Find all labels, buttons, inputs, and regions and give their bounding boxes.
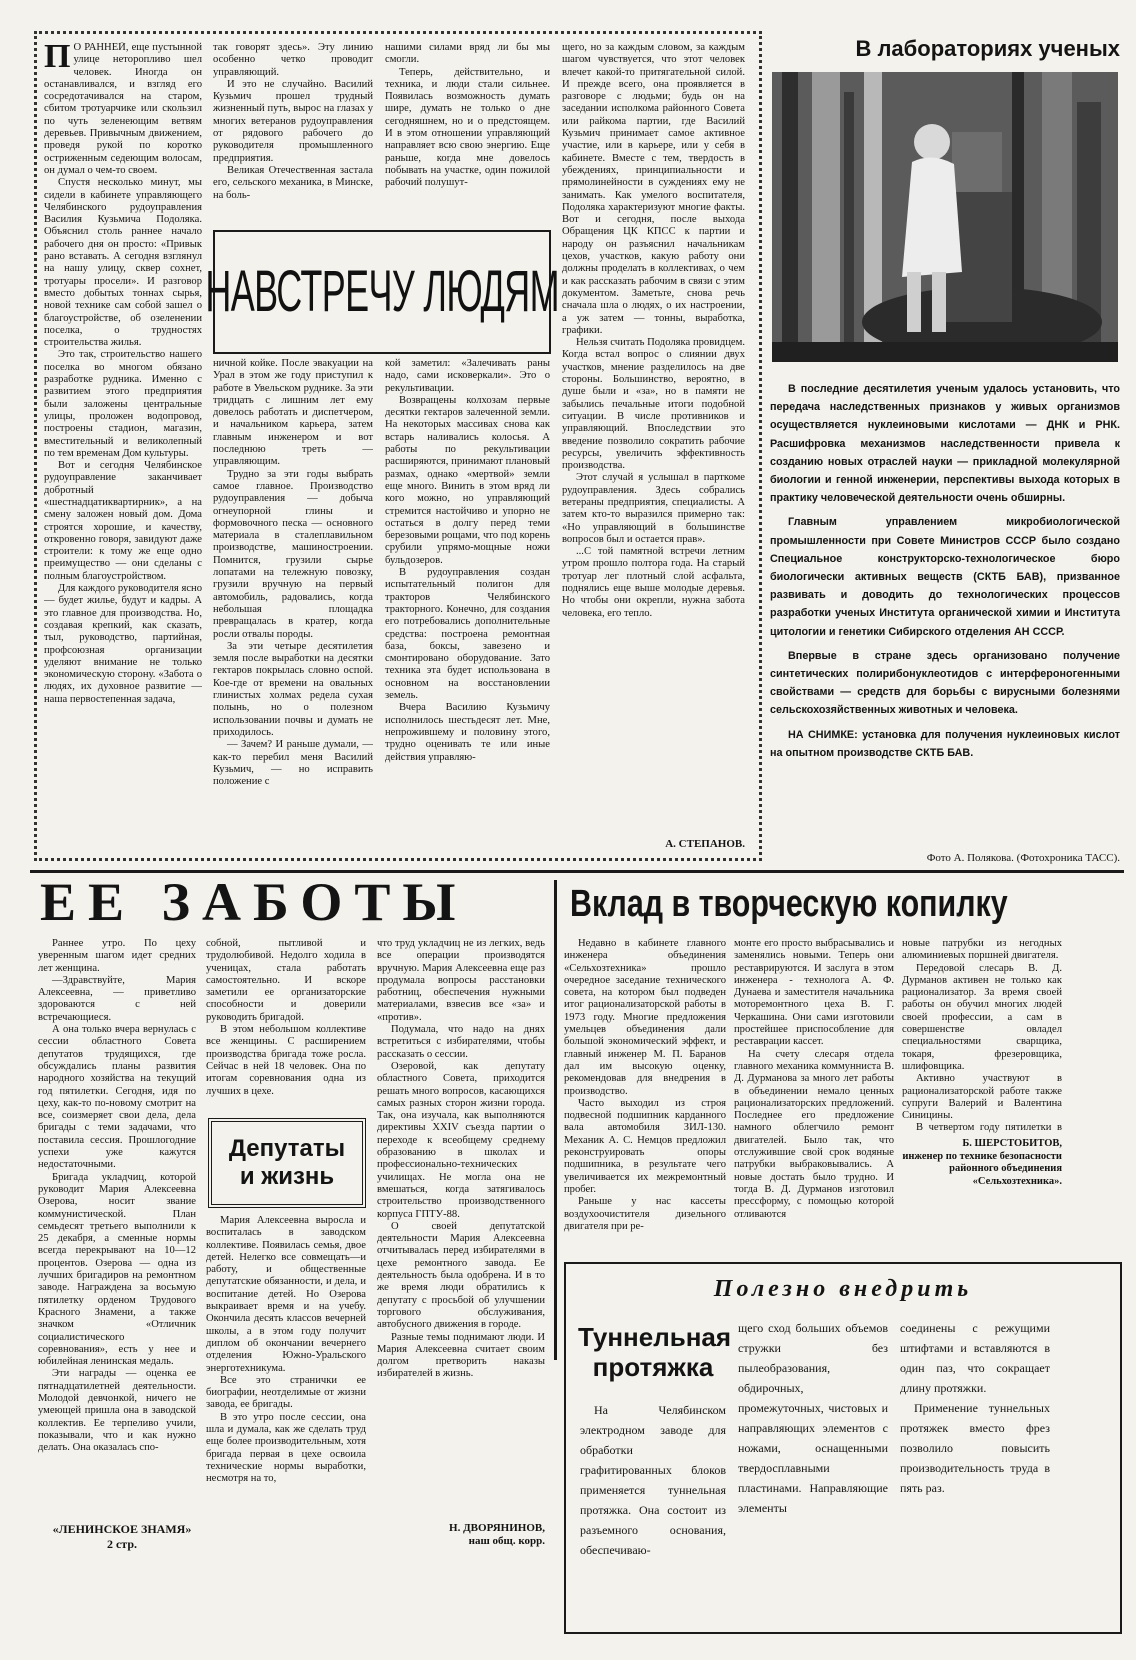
paragraph: Это так, строительство нашего поселка во многом обязано разработке рудника. Именно с развитием этого предприятия были заложены центральные улицы, проложен водопровод, построены стадион, магазин, вместительный и великолепный по тем временам Дом культуры.: [44, 349, 202, 459]
lab-photo: [772, 72, 1118, 362]
right-article-headline: Вклад в творческую копилку: [570, 883, 1008, 925]
top-article-signature: А. СТЕПАНОВ.: [665, 838, 745, 850]
paragraph: Применение туннельных протяжек вместо фрез позволило повысить производительность труда в пять раз.: [900, 1401, 1050, 1495]
paragraph: так говорят здесь». Эту линию особенно четко проводит управляющий.: [213, 42, 373, 78]
paragraph: Озеровой, как депутату областного Совета, приходится решать много вопросов, касающихся самых разных сторон жизни города. Так, она изучала, как выполняются директивы XXIV съезда партии о переходе к всеобщему среднему образованию в школах и профессионально-технических училищах. Не могла она не вмешаться, когда затягивалось строительство производственного корпуса ГПТУ-88.: [377, 1060, 545, 1220]
paragraph: —Здравствуйте, Мария Алексеевна, — приветливо здороваются с ней встречающиеся.: [38, 974, 196, 1023]
paragraph: Возвращены колхозам первые десятки гектаров залеченной земли. На некоторых массивах снова как встарь наливались колосья. А работы по рекультивации расширяются, принимают плановый размах, однако «мертвой» земли еще много. Винить в этом вряд ли кого можно, но управляющий стремится настойчиво и упорно не остаться в долгу перед теми березовыми рощами, что под корень срубили упрямо-мощные ножи бульдозеров.: [385, 394, 550, 566]
paragraph: ...С той памятной встречи летним утром прошло полтора года. На старый тротуар лег плотный слой асфальта, поднялись еще выше молодые деревья. Но чтобы они окрепли, нужна забота человека, его тепло.: [562, 546, 745, 619]
paragraph: В этом небольшом коллективе все женщины. С расширением производства бригада тоже росла. Сейчас в ней 18 человек. Она по итогам соревнования одна из лучших в цехе.: [206, 1024, 366, 1097]
paragraph: ничной койке. После эвакуации на Урал в этом же году приступил к работе в Увельском руднике. За эти тридцать с лишним лет ему довелось работать и диспетчером, и начальником карьера, затем главным инженером и вот последнюю треть — управляющим.: [213, 358, 373, 468]
paragraph: щего сход больших объемов стружки без пылеобразования, обдирочных, промежуточных, чистовых и направляющих элементов с ножами, оснащенными твердосплавными пластинами. Направляющие элементы: [738, 1321, 888, 1515]
paragraph: В рудоуправления создан испытательный полигон для тракторов Челябинского тракторного. Конечно, для создания его потребовались дополнительные средства: построена ремонтная база, боксы, завезено и смонтировано оборудование. Зато техника эта будет использована в основном на восстановлении земель.: [385, 567, 550, 702]
column-divider: [554, 880, 557, 1360]
paragraph: Спустя несколько минут, мы сидели в кабинете управляющего Челябинского рудоуправления Василия Кузьмича Подоляка. Объяснил столь раннее начало рабочего дня он просто: «Привык рано вставать. А сегодня взглянул на нашу улицу, сквер сохнет, тротуары просели». И разговор вместо добытых тоннах сырья, новой технике сам собой зашел о благоустройстве, об озеленении поселка, о трудностях строительства жилья.: [44, 177, 202, 349]
photo-credit: Фото А. Полякова. (Фотохроника ТАСС).: [926, 852, 1120, 864]
paragraph: Раньше у нас кассеты воздухоочистителя дизельного двигателя при ре-: [564, 1196, 726, 1232]
paragraph: О своей депутатской деятельности Мария Алексеевна отчитывалась перед избирателями в цехе ремонтного завода. Ее деятельность была одобрена. И в то же время люди обратились к депутату с просьбой об улучшении торгового обслуживания, автобусного движения в городе.: [377, 1220, 545, 1331]
paragraph: новые патрубки из негодных алюминиевых поршней двигателя.: [902, 938, 1062, 962]
paragraph: Раннее утро. По цеху уверенным шагом идет средних лет женщина.: [38, 938, 196, 974]
paragraph: Нельзя считать Подоляка провидцем. Когда встал вопрос о слиянии двух участков, мнение разделилось на две стороны. Большинство, вероятно, в душе были и «за», но в памяти не забылись печальные итоги подобной ситуации. В числе противников и управляющий. Впоследствии это введение позволило сократить рабочие ресурсы, увеличить эффективность производства.: [562, 337, 745, 472]
inset-heading-text: Депутаты и жизнь: [228, 1135, 346, 1190]
lab-heading: В лабораториях ученых: [855, 36, 1120, 61]
left-article-column-2a: [206, 938, 366, 1106]
paragraph: соединены с режущими штифтами и вставляются в один паз, что сокращает длину протяжки.: [900, 1321, 1050, 1395]
lab-caption: [770, 380, 1120, 768]
polezno-column-1: [580, 1400, 726, 1620]
polezno-rubric: Полезно внедрить: [713, 1276, 973, 1302]
paragraph: Мария Алексеевна выросла и воспиталась в заводском коллективе. Появилась семья, двое детей. Нелегко все совмещать—и работу, и общественные депутатские обязанности, и дела, и воспитание детей. Но Озерова выкраивает время и на учебу. Окончила десять классов вечерней школы, а в этом году получит диплом об окончании вечернего отделения Южно-Уральского энерготехникума.: [206, 1215, 366, 1374]
right-article-column-1: [564, 938, 726, 1238]
drop-cap: П: [44, 42, 71, 75]
left-article-headline: ЕЕ ЗАБОТЫ: [40, 872, 468, 932]
paragraph: Разные темы поднимают люди. И Мария Алексеевна считает своим долгом претворить наказы избирателей в жизнь.: [377, 1331, 545, 1380]
paragraph: В четвертом году пятилетки в: [916, 1122, 1062, 1133]
paragraph: В последние десятилетия ученым удалось установить, что передача наследственных признаков у живых организмов осуществляется нуклеиновыми кислотами — ДНК и РНК. Расшифровка механизмов наследственности привела к созданию новых отраслей науки — прикладной молекулярной биологии и генной инженерии, перспективы выхода которых в практику человеческой деятельности очень обширны.: [770, 383, 1120, 505]
paragraph: — Зачем? И раньше думали, — как-то перебил меня Василий Кузьмич, — но исправить положение с: [213, 739, 373, 788]
paragraph: А она только вчера вернулась с сессии областного Совета депутатов трудящихся, где обсуждались планы развития народного хозяйства на текущий год пятилетки. Сегодня, идя по цеху, как-то по-новому смотрит на все, соизмеряет свои дела, дела бригады с теми задачами, что поставила сессия. Прошлогодние успехи уже кажутся недостаточными.: [38, 1024, 196, 1171]
right-article-column-2: [734, 938, 894, 1238]
top-article-column-3b: [385, 358, 550, 848]
paragraph: Бригада укладчиц, которой руководит Мария Алексеевна Озерова, носит звание коммунистической. План семьдесят третьего выполнили к 25 декабря, а сменные нормы всегда перекрывают на 10—12 процентов. Озерова — одна из лучших бригадиров на ремонтном заводе. Награждена за восьмую пятилетку орденом Трудового Красного Знамени, а также значком «Отличник социалистического соревнования», есть у нее и юбилейная ленинская медаль.: [38, 1171, 196, 1368]
top-article-column-4: [562, 42, 745, 832]
left-article-column-1: [38, 938, 196, 1518]
paragraph: Все это странички ее биографии, неотделимые от жизни завода, ее бригады.: [206, 1374, 366, 1411]
paragraph: что труд укладчиц не из легких, ведь все операции производятся вручную. Мария Алексеевна еще раз продумала вопросы расстановки работниц, обеспечения нужными материалами, взвесив все «за» и «против».: [377, 938, 545, 1023]
top-article-column-3a: [385, 42, 550, 227]
paragraph: Вот и сегодня Челябинское рудоуправление заканчивает добротный «шестнадцатиквартирник», а на смену заложен новый дом. Дома строятся хорошие, и качеству, откровенно говоря, завидуют даже строители: к тому же еще одно преимущество — они сделаны с полным благоустройством.: [44, 460, 202, 582]
left-article-signature: Н. ДВОРЯНИНОВ, наш общ. корр.: [449, 1522, 545, 1547]
paragraph: Подумала, что надо на днях встретиться с избирателями, чтобы рассказать о сессии.: [377, 1024, 545, 1060]
paragraph: Теперь, действительно, и техника, и люди стали сильнее. Появилась возможность думать шире, думать не только о дне сегодняшнем, но и о предстоящем. И в этом отношении управляющий направляет всю свою энергию. Еще раньше, когда мне довелось побывать на участке, один пожилой рабочий полушут-: [385, 66, 550, 189]
paragraph: В это утро после сессии, она шла и думала, как же сделать труд еще более производительным, хотя бригада первая в цехе освоила технические нормы выработки, несмотря на то,: [206, 1411, 366, 1485]
paragraph: монте его просто выбрасывались и заменялись новыми. Теперь они реставрируются. И заслуга в этом инженера - технолога А. Ф. Дунаева и заместителя начальника моторемонтного цеха В. Г. Черкашина. Они сами изготовили простейшее приспособление для реставрации кассет.: [734, 938, 894, 1048]
paragraph: За эти четыре десятилетия земля после выработки на десятки гектаров покрылась словно оспой. Кое-где от времени на овальных глинистых холмах редела сухая полынь, но о полезном использовании почвы и думать не приходилось.: [213, 640, 373, 738]
right-article-signature: Б. ШЕРСТОБИТОВ, инженер по технике безопасности районного объединения «Сельхозтехника».: [902, 1138, 1062, 1187]
polezno-headline: Туннельная протяжка: [578, 1322, 732, 1382]
paragraph: нашими силами вряд ли бы мы смогли.: [385, 42, 550, 66]
footer-newspaper-name: «ЛЕНИНСКОЕ ЗНАМЯ»: [52, 1522, 192, 1536]
top-article-column-1: [44, 42, 202, 847]
polezno-column-2: [738, 1318, 888, 1618]
paragraph: Вчера Василию Кузьмичу исполнилось шестьдесят лет. Мне, непрожившему и половину этого, трудно оценивать те или иные действия управляю-: [385, 702, 550, 763]
headline-box: [205, 230, 559, 354]
paragraph: собной, пытливой и трудолюбивой. Недолго ходила в ученицах, стала работать самостоятельно. И вскоре заметили ее организаторские способности и доверили руководить бригадой.: [206, 938, 366, 1023]
paragraph: На счету слесаря отдела главного механика коммунниста В. Д. Дурманова за много лет работы в объединении немало ценных рационализаторских предложений. Последнее его предложение намного облегчило ремонт двигателей. Было так, что отслужившие свой срок водяные патрубки выбраковывались. А новые достать было трудно. И тогда В. Д. Дурманов изготовил прессформу, с помощью которой отливаются: [734, 1048, 894, 1220]
paragraph: Этот случай я услышал в парткоме рудоуправления. Здесь собрались ветераны предприятия, специалисты. А затем кто-то выразился примерно так: «Но управляющий в большинстве вопросов был и остается прав».: [562, 472, 745, 545]
paragraph: О РАННЕЙ, еще пустынной улице неторопливо шел человек. Иногда он останавливался, и взгляд его сосредотачивался на старом, сбитом тротуарчике или скользил по чуть зеленеющим ветвям деревьев. Привычным движением, проведя рукой по коротко остриженным седеющим волосам, он думал о чем-то своем.: [44, 42, 202, 176]
paragraph: И это не случайно. Василий Кузьмич прошел трудный жизненный путь, вырос на глазах у многих ветеранов рудоуправления от рядового рабочего до руководителя промышленного предприятия.: [213, 78, 373, 164]
lab-photo-illustration: [772, 72, 1118, 362]
paragraph: Трудно за эти годы выбрать самое главное. Производство рудоуправления — добыча огнеупорной глины и формовочного песка — основного материала в сталеплавильном производстве, машиностроении. Помнится, грузили сырье лопатами на тележную повозку, грузили вручную на первый автомобиль, радовались, когда небольшая площадка превращалась в кратер, когда росли отвалы породы.: [213, 468, 373, 640]
paragraph: кой заметил: «Залечивать раны надо, сами исковеркали». Это о рекультивации.: [385, 358, 550, 394]
paragraph: Часто выходил из строя подвесной подшипник карданного вала автомобиля ЗИЛ-130. Механик А. С. Немцов предложил реконструировать опоры подшипника, в результате чего увеличивается их межремонтный пробег.: [564, 1097, 726, 1195]
paragraph: щего, но за каждым словом, за каждым шагом чувствуется, что этот человек влечет какой-то притягательной силой. И прежде всего, она проявляется в разговоре с людьми; будь он на заседании исполкома районного Совета или райкома партии, где Василий Кузьмич принимает самое активное участие, или в карьере, или у себя в кабинете. Вместе с тем, твердость в убеждениях, принципиальности и прямолинейности в суждениях ему не занимать. Как умелого воспитателя, Подоляка характеризуют многие факты. Вот и сегодня, после выхода Обращения ЦК КПСС к партии и народу он разъяснил начальникам цехов, участков, какую работу они должны проделать в коллективах, о чем и как рассказать рабочим в связи с этим документом. Заметьте, снова речь сначала шла о людях, о их настроении, а уж затем — тонны, выработка, графики.: [562, 42, 745, 336]
top-article-headline: НАВСТРЕЧУ ЛЮДЯМ: [205, 259, 559, 324]
top-article-column-2b: [213, 358, 373, 848]
paragraph: Недавно в кабинете главного инженера объединения «Сельхозтехника» прошло очередное заседание технического совета, на котором был подведен итог рационализаторской работы в 1973 году. Многие предложения умельцев объединения дали большой экономический эффект, и главный инженер М. П. Баранов дал им высокую оценку, рекомендовав для внедрения в производство.: [564, 938, 726, 1097]
top-article-column-2a: [213, 42, 373, 227]
paragraph: Передовой слесарь В. Д. Дурманов активен не только как рационализатор. За время своей работы он обучил многих людей своей профессии, а сам в совершенстве овладел специальностями сварщика, токаря, фрезеровщика, шлифовщика.: [902, 962, 1062, 1072]
polezno-column-3: [900, 1318, 1050, 1618]
paragraph: Для каждого руководителя ясно — будет жилье, будут и кадры. А это главное для производства. Но, создавая крепкий, как сказать, тыл, руководство, партийная, профсоюзная организации уделяют внимание не только экономическую сторону. «Забота о людях, их духовное развитие — наша первостепенная задача,: [44, 583, 202, 705]
paragraph: Эти награды — оценка ее пятнадцатилетней деятельности. Молодой девчонкой, ничего не умеющей пришла она в заводской коллектив. Ее терпеливо учили, показывали, что и как нужно делать. Она оказалась спо-: [38, 1368, 196, 1454]
paragraph: НА СНИМКЕ: установка для получения нуклеиновых кислот на опытном производстве СКТБ БАВ.: [770, 728, 1120, 759]
left-article-column-2b: [206, 1215, 366, 1535]
right-article-column-3: [902, 938, 1062, 1133]
paragraph: Впервые в стране здесь организовано получение синтетических полирибонуклеотидов с интерфероногенными свойствами — средств для борьбы с вирусными болезнями сельскохозяйственных животных и человека.: [770, 649, 1120, 717]
inset-box: [208, 1118, 366, 1208]
paragraph: Активно участвуют в рационализаторской работе также супруги Валерий и Валентина Синицины.: [902, 1073, 1062, 1122]
paragraph: Великая Отечественная застала его, сельского механика, в Минске, на боль-: [213, 164, 373, 201]
footer-page-number: 2 стр.: [106, 1537, 138, 1551]
paragraph: Главным управлением микробиологической промышленности при Совете Министров СССР было создано Специальное конструкторско-технологическое бюро биологически активных веществ (СКТБ БАВ), призванное развивать и доводить до технологических процессов разработки ученых Института органической химии и Института цитологии и генетики Сибирского отделения АН СССР.: [770, 516, 1120, 638]
paragraph: На Челябинском электродном заводе для обработки графитированных блоков применяется туннельная протяжка. Она состоит из разъемного основания, обеспечиваю-: [580, 1403, 726, 1557]
left-article-column-3: [377, 938, 545, 1520]
